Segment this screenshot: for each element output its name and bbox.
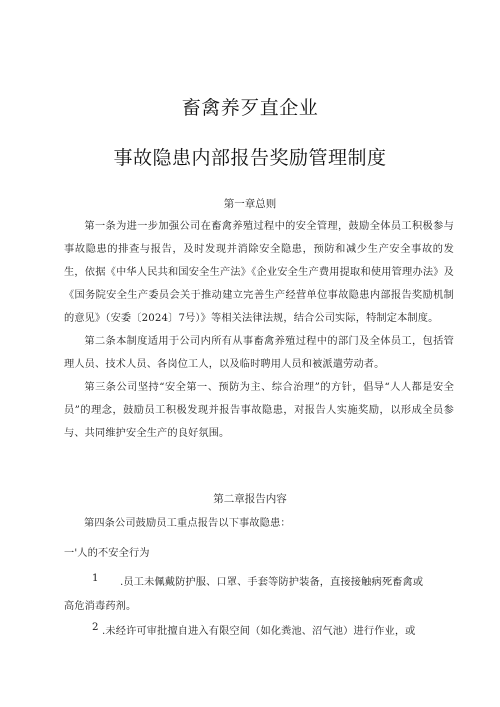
item-1-number: 1 [92,573,99,584]
chapter1-heading: 第一章总则 [223,198,277,210]
section-1-heading: 一'人的不安全行为 [64,548,150,559]
article-2: 第二条本制度适用于公司内所有从事畜禽养殖过程中的部门及全体员工，包括管理人员、技术人员、各岗位工人，以及临时聘用人员和被派遣劳动者。 [64,336,454,370]
chapter2-heading: 第二章报告内容 [213,493,287,505]
item-1-line2: 高危消毒药剂。 [64,601,137,612]
item-2-line1: .未经许可审批擅自进入有限空间（如化粪池、沼气池）进行作业，或 [102,626,416,637]
item-1-line1: .员工未佩戴防护服、口罩、手套等防护装备，直接接触病死畜禽或 [120,577,424,588]
article-3: 第三条公司坚持“安全第一、预防为主、综合治理”的方针，倡导“人人都是安全员”的理念，鼓励员工积极发现并报告事故隐患，对报告人实施奖励，以形成全员参与、共同维护安全生产的良好氛围。 [64,382,454,439]
article-4: 第四条公司鼓励员工重点报告以下事故隐患： [84,518,291,529]
document-title-line2: 事故隐患内部报告奖励管理制度 [113,147,387,169]
article-1: 第一条为进一步加强公司在畜禽养殖过程中的安全管理，鼓励全体员工积极参与事故隐患的排查与报告，及时发现并消除安全隐患，预防和减少生产安全事故的发生，依据《中华人民共和国安全生产法》《企业安全生产费用提取和使用管理办法》及《国务院安全生产委员会关于推动建立完善生产经营单位事故隐患内部报告奖励机制的意见》（安委〔2024〕7号）》等相关法律法规，结合公司实际，特制定本制度。 [64,221,454,324]
item-2-number: 2 [92,622,99,633]
chapter1-body [64,215,454,445]
document-title-line1: 畜禽养歹直企业 [181,97,319,119]
